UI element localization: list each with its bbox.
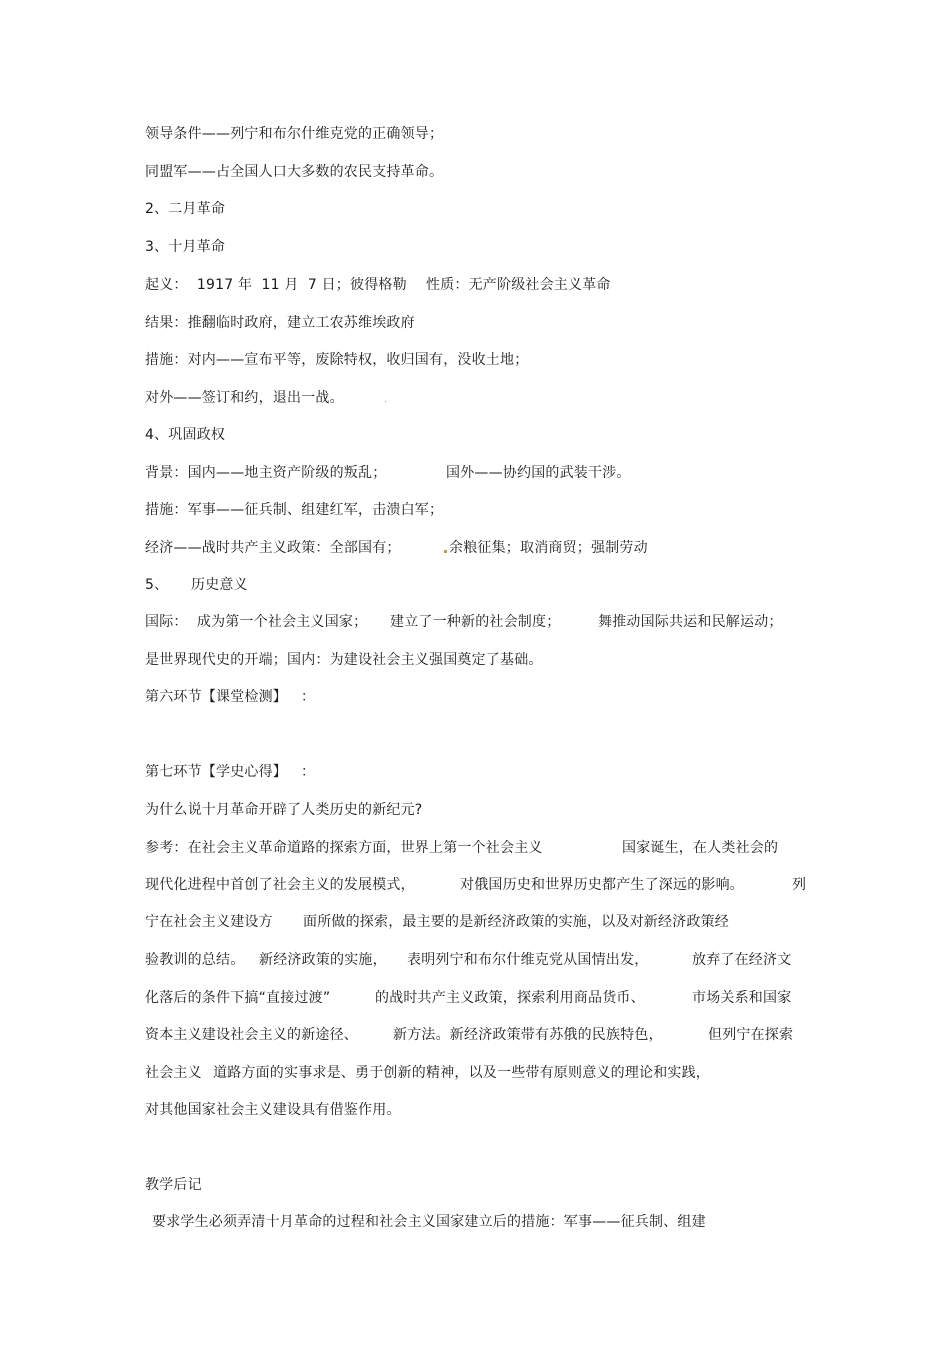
heading-teaching-notes: 教学后记: [145, 1177, 202, 1193]
text-measures-foreign: 对外——签订和约，退出一战。: [145, 390, 344, 406]
text-answer-4a: 验教训的总结。: [145, 952, 245, 968]
text-answer-1a: 参考：在社会主义革命道路的探索方面，世界上第一个社会主义: [145, 840, 543, 856]
text-international-2: 建立了一种新的社会制度；: [390, 614, 561, 630]
text-result: 结果：推翻临时政府，建立工农苏维埃政府: [145, 315, 415, 331]
text-answer-5c: 市场关系和国家: [692, 990, 792, 1006]
text-answer-7b: 道路方面的实事求是、勇于创新的精神，以及一些带有原则意义的理论和实践，: [213, 1065, 710, 1081]
text-answer-8: 对其他国家社会主义建设具有借鉴作用。: [145, 1102, 401, 1118]
stray-mark: [385, 401, 386, 402]
text-answer-3a: 宁在社会主义建设方: [145, 914, 273, 930]
text-line-leadership: 领导条件——列宁和布尔什维克党的正确领导；: [145, 126, 444, 142]
text-nature: 性质：无产阶级社会主义革命: [426, 277, 611, 293]
heading-section-six: 第六环节【课堂检测】 ：: [145, 689, 316, 705]
text-answer-4d: 放弃了在经济文: [692, 952, 792, 968]
text-measures-domestic: 措施：对内——宣布平等，废除特权，收归国有，没收土地；: [145, 352, 529, 368]
text-answer-7a: 社会主义: [145, 1065, 202, 1081]
text-answer-5b: 的战时共产主义政策，探索利用商品货币、: [375, 990, 645, 1006]
heading-historical-significance: 历史意义: [191, 577, 248, 593]
text-answer-2c: 列: [792, 877, 807, 893]
text-answer-5a: 化落后的条件下搞“直接过渡”: [145, 990, 331, 1006]
text-teaching-notes: 要求学生必须弄清十月革命的过程和社会主义国家建立后的措施：军事——征兵制、组建: [152, 1214, 706, 1230]
text-answer-2a: 现代化进程中首创了社会主义的发展模式，: [145, 877, 415, 893]
text-answer-4b: 新经济政策的实施，: [259, 952, 387, 968]
text-international-1: 国际： 成为第一个社会主义国家；: [145, 614, 368, 630]
text-answer-2b: 对俄国历史和世界历史都产生了深远的影响。: [460, 877, 744, 893]
text-answer-1b: 国家诞生，在人类社会的: [622, 840, 779, 856]
text-economic-measures: 余粮征集；取消商贸；强制劳动: [449, 540, 648, 556]
text-military-measures: 措施：军事——征兵制、组建红军，击溃白军；: [145, 502, 444, 518]
heading-october-revolution: 3、十月革命: [145, 239, 226, 255]
text-line-allies: 同盟军——占全国人口大多数的农民支持革命。: [145, 164, 444, 180]
text-international-3: 舞推动国际共运和民解运动；: [598, 614, 783, 630]
text-uprising: 起义： 1917 年 11 月 7 日；彼得格勒: [145, 277, 407, 293]
text-answer-6a: 资本主义建设社会主义的新途径、: [145, 1027, 358, 1043]
text-background-domestic: 背景：国内——地主资产阶级的叛乱；: [145, 465, 387, 481]
yellow-mark: [444, 550, 447, 553]
heading-february-revolution: 2、二月革命: [145, 201, 226, 217]
text-answer-6c: 但列宁在探索: [708, 1027, 794, 1043]
text-world-history: 是世界现代史的开端；国内：为建设社会主义强国奠定了基础。: [145, 652, 543, 668]
heading-section-seven: 第七环节【学史心得】 ：: [145, 764, 316, 780]
heading-number-five: 5、: [145, 577, 169, 593]
text-background-foreign: 国外——协约国的武装干涉。: [446, 465, 631, 481]
text-economic-policy: 经济——战时共产主义政策：全部国有；: [145, 540, 401, 556]
text-answer-3b: 面所做的探索，最主要的是新经济政策的实施，以及对新经济政策经: [303, 914, 729, 930]
text-answer-4c: 表明列宁和布尔什维克党从国情出发，: [407, 952, 649, 968]
text-answer-6b: 新方法。新经济政策带有苏俄的民族特色，: [393, 1027, 663, 1043]
text-question: 为什么说十月革命开辟了人类历史的新纪元?: [145, 802, 423, 818]
heading-consolidate-power: 4、巩固政权: [145, 427, 226, 443]
